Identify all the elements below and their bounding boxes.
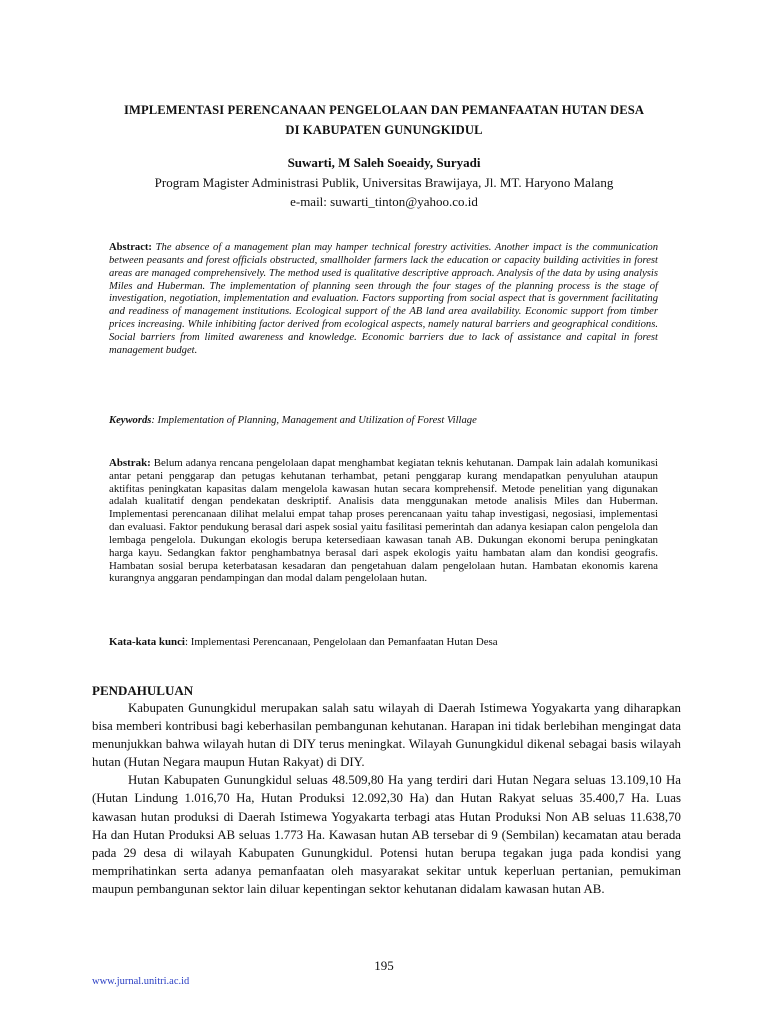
section-body: [92, 699, 681, 898]
keywords-english-label: Keywords: [109, 415, 152, 426]
abstract-indonesian-label: Abstrak:: [109, 457, 151, 469]
keywords-english: [109, 414, 669, 427]
keywords-indonesian: [109, 636, 669, 649]
body-paragraph: Kabupaten Gunungkidul merupakan salah satu wilayah di Daerah Istimewa Yogyakarta yang diharapkan bisa memberi kontribusi bagi keberhasilan pembangunan kehutanan. Harapan ini tidak berlebihan mengingat data menunjukkan bahwa wilayah hutan di DIY terus meningkat. Wilayah Gunungkidul dikenal sebagai basis wilayah hutan (Hutan Negara maupun Hutan Rakyat) di DIY.: [92, 701, 681, 770]
abstract-english-text: The absence of a management plan may hamper technical forestry activities. Another impact is the communication between peasants and forest officials obstructed, smallholder farmers lack the education or capacity building activities in forest areas are managed comprehensively. The method used is qualitative descriptive approach. Analysis of the data by using analysis Miles and Huberman. The implementation of planning seen through the four stages of the planning process is the stage of investigation, negotiation, implementation and evaluation. Factors supporting from social aspect that is government facilitating and readiness of management institutions. Ecological support of the AB land area availability. Economic support from timber prices increasing. While inhibiting factor derived from ecological aspects, namely natural barriers and geographical conditions. Social barriers from limited awareness and knowledge. Economic barriers due to lack of assistance and capital in forest management budget.: [109, 242, 658, 356]
keywords-english-text: : Implementation of Planning, Management and Utilization of Forest Village: [151, 415, 477, 426]
author-list: Suwarti, M Saleh Soeaidy, Suryadi: [287, 155, 481, 170]
paper-title-line-2: DI KABUPATEN GUNUNGKIDUL: [285, 123, 483, 137]
paper-title: [80, 100, 688, 140]
affiliation: Program Magister Administrasi Publik, Universitas Brawijaya, Jl. MT. Haryono Malang: [154, 175, 614, 190]
abstract-indonesian: [109, 457, 658, 585]
body-paragraph: Hutan Kabupaten Gunungkidul seluas 48.509,80 Ha yang terdiri dari Hutan Negara seluas 13.109,10 Ha (Hutan Lindung 1.016,70 Ha, Hutan Produksi 12.092,30 Ha) dan Hutan Rakyat seluas 35.400,7 Ha. Luas kawasan hutan produksi di Daerah Istimewa Yogyakarta terbagi atas Hutan Produksi Non AB seluas 11.638,70 Ha dan Hutan Produksi AB seluas 1.773 Ha. Kawasan hutan AB tersebar di 9 (Sembilan) kecamatan atau berada pada 29 desa di wilayah Kabupaten Gunungkidul. Potensi hutan berupa tegakan juga pada kondisi yang memprihatinkan serta adanya pemanfaatan oleh masyarakat sekitar untuk keperluan pertanian, pemukiman maupun pembangunan sektor lain diluar kepentingan sektor kehutanan didalam kawasan hutan AB.: [92, 773, 681, 896]
journal-url-link[interactable]: www.jurnal.unitri.ac.id: [92, 976, 190, 987]
abstract-english: [109, 242, 658, 358]
abstract-english-label: Abstract:: [109, 242, 152, 253]
keywords-indonesian-label: Kata-kata kunci: [109, 636, 185, 648]
abstract-indonesian-text: Belum adanya rencana pengelolaan dapat menghambat kegiatan teknis kehutanan. Dampak lain adalah komunikasi antar petani penggarap dan petugas kehutanan terhambat, petani penggarap kurang mendapatkan penyuluhan ataupun aktifitas peningkatan kapasitas dalam mengelola kawasan hutan secara komprehensif. Metode penelitian yang digunakan adalah kualitatif dengan pendekatan deskriptif. Analisis data menggunakan metode analisis Miles dan Huberman. Implementasi perencanaan dilihat melalui empat tahap proses perencanaan yaitu tahap investigasi, negosiasi, implementasi dan evaluasi. Faktor pendukung berasal dari aspek sosial yaitu fasilitasi pemerintah dan adanya kesiapan calon pengelola dan lembaga pengelola. Dukungan ekologis berupa ketersediaan kawasan tanah AB. Dukungan ekonomi berupa peningkatan harga kayu. Sedangkan faktor penghambatnya berasal dari aspek ekologis yaitu hambatan alam dan kondisi geografis. Hambatan sosial berupa keterbatasan kesadaran dan pengetahuan dalam pengelolaan hutan. Hambatan ekonomis karena kurangnya anggaran pendampingan dan modal dalam pengelolaan hutan.: [109, 457, 658, 585]
author-email: e-mail: suwarti_tinton@yahoo.co.id: [290, 194, 478, 209]
keywords-indonesian-text: : Implementasi Perencanaan, Pengelolaan dan Pemanfaatan Hutan Desa: [184, 636, 498, 648]
paper-title-line-1: IMPLEMENTASI PERENCANAAN PENGELOLAAN DAN PEMANFAATAN HUTAN DESA: [123, 103, 645, 117]
page-number: 195: [374, 958, 394, 973]
section-heading: PENDAHULUAN: [92, 683, 194, 698]
